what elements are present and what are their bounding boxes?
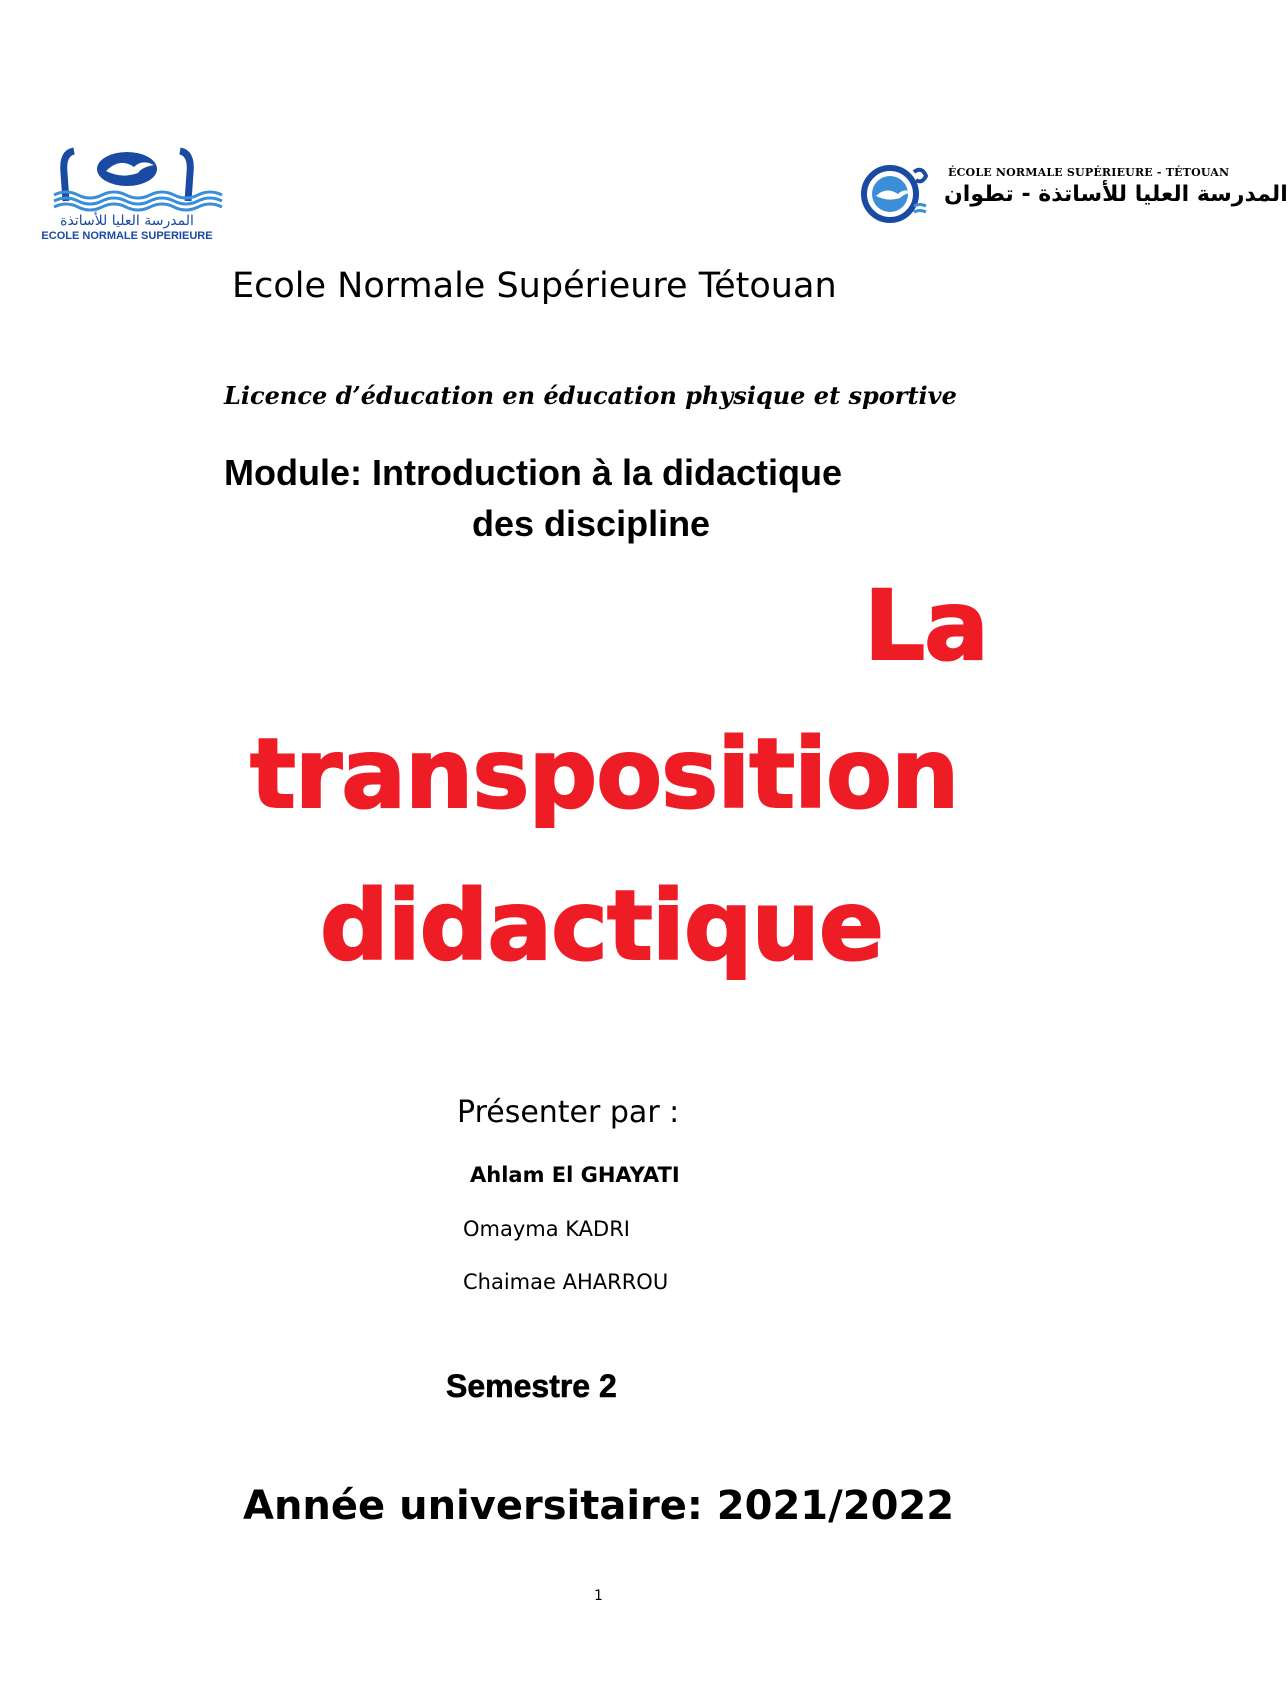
presenter-name: Ahlam El GHAYATI: [470, 1163, 680, 1187]
academic-year: Année universitaire: 2021/2022: [243, 1483, 955, 1529]
main-title-word-didactique: didactique: [320, 870, 883, 982]
left-logo-latin-caption: ECOLE NORMALE SUPERIEURE: [41, 230, 213, 242]
main-title-word-la: La: [864, 570, 988, 682]
semester-label: Semestre 2: [446, 1368, 617, 1404]
licence-subtitle: Licence d’éducation en éducation physique et sportive: [224, 381, 957, 410]
module-title-line2: des discipline: [472, 503, 711, 544]
ens-logo-left: [34, 143, 220, 243]
right-logo-latin-caption: ÉCOLE NORMALE SUPÉRIEURE - TÉTOUAN: [948, 166, 1230, 179]
ens-tetouan-emblem-icon: [856, 160, 936, 230]
presenter-label: Présenter par :: [457, 1095, 680, 1130]
presenter-name: Chaimae AHARROU: [463, 1270, 669, 1294]
school-title: Ecole Normale Supérieure Tétouan: [232, 266, 837, 306]
page-number: 1: [594, 1588, 603, 1604]
presenter-name: Omayma KADRI: [463, 1217, 631, 1241]
module-title-line1: Module: Introduction à la didactique: [224, 452, 842, 493]
right-logo-arabic-caption: المدرسة العليا للأساتذة - تطوان: [944, 182, 1288, 207]
ens-logo-right: [856, 160, 1288, 230]
ens-emblem-icon: [34, 143, 220, 243]
left-logo-arabic-caption: المدرسة العليا للأساتذة: [60, 213, 194, 229]
main-title-word-transposition: transposition: [250, 718, 959, 830]
